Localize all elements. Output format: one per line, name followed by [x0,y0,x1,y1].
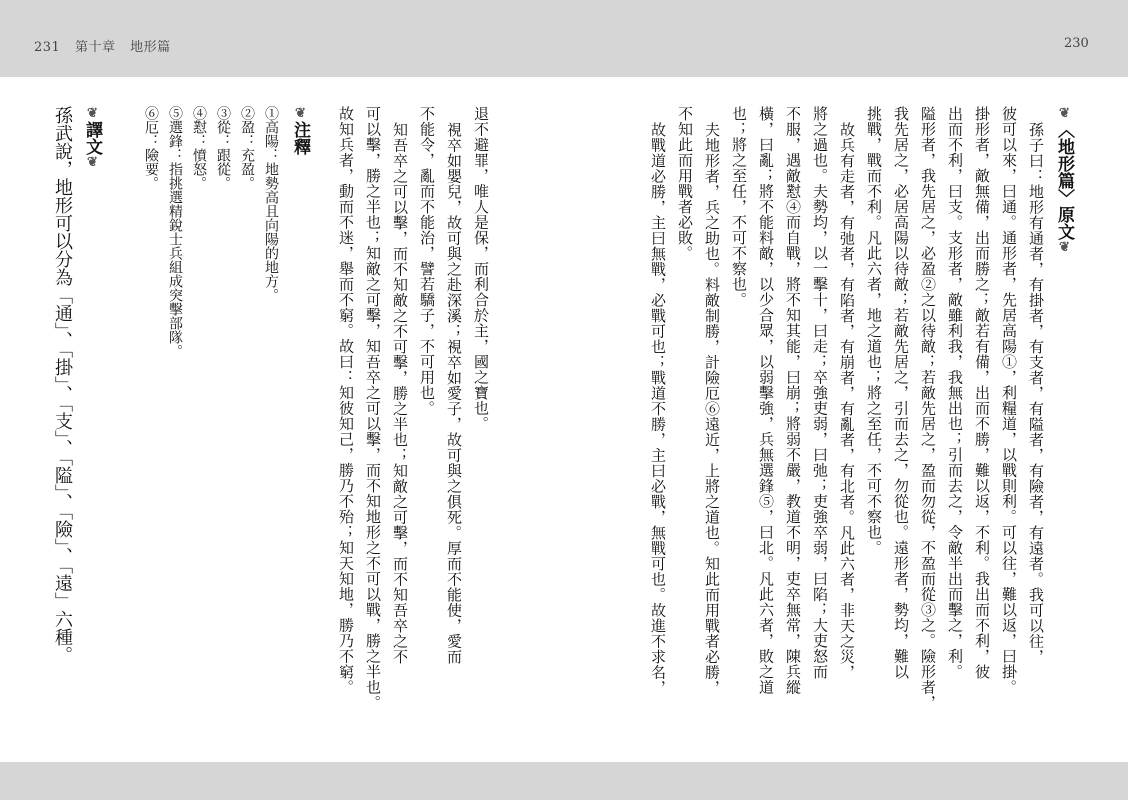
ornament-icon: ❦ [1057,240,1072,255]
original-column: 挑戰，戰而不利。凡此六者，地之道也；將之至任，不可不察也。 [865,106,883,556]
original-column: 我先居之，必居高陽以待敵；若敵先居之，引而去之，勿從也。遠形者，勢均，難以 [892,106,910,680]
chapter-title: 地形篇 [130,40,171,55]
ornament-icon: ❦ [1057,106,1072,121]
translation-heading: ❦譯文❦ [78,106,106,170]
original-column: 橫，曰亂；將不能料敵，以少合眾，以弱擊強，兵無選鋒⑤，曰北。凡此六者，敗之道 [757,106,775,695]
note-item: ③從：跟從。 [215,106,231,190]
original-column: 隘形者，我先居之，必盈②之以待敵；若敵先居之，盈而勿從，不盈而從③之。險形者， [919,106,937,711]
original-column: 退不避罪，唯人是保，而利合於主，國之寶也。 [472,106,490,432]
translation-column: 孫武說，地形可以分為「通」、「掛」、「支」、「隘」、「險」、「遠」六種。 [52,106,73,664]
note-item: ①高陽：地勢高且向陽的地方。 [263,106,279,302]
note-item: ②盈：充盈。 [239,106,255,190]
original-heading: ❦〈地形篇〉原文❦ [1050,106,1078,255]
original-column: 故知兵者，動而不迷，舉而不窮。故曰：知彼知己，勝乃不殆；知天知地，勝乃不窮。 [337,106,355,695]
original-column: 彼可以來，曰通。通形者，先居高陽①，利糧道，以戰則利。可以往，難以返，曰掛。 [1000,106,1018,695]
original-column: 故兵有走者，有弛者，有陷者，有崩者，有亂者，有北者。凡此六者，非天之災， [838,122,856,680]
original-column: 不知此而用戰者必敗。 [676,106,694,261]
original-column: 不服，遇敵懟④而自戰，將不知其能，曰崩；將弱不嚴，教道不明，吏卒無常，陳兵縱 [784,106,802,695]
original-column: 不能令，亂而不能治，譬若驕子，不可用也。 [418,106,436,416]
original-column: 視卒如嬰兒，故可與之赴深溪；視卒如愛子，故可與之俱死。厚而不能使，愛而 [445,122,463,665]
chapter-label: 第十章 [74,40,116,55]
original-column: 孫子曰：地形有通者，有掛者，有支者，有隘者，有險者，有遠者。我可以往， [1027,122,1045,665]
ornament-icon: ❦ [85,106,100,121]
original-column: 夫地形者，兵之助也。料敵制勝，計險厄⑥遠近，上將之道也。知此而用戰者必勝， [703,122,721,696]
original-column: 故戰道必勝，主曰無戰，必戰可也；戰道不勝，主曰必戰，無戰可也。故進不求名， [649,122,667,696]
note-item: ⑥厄：險要。 [143,106,159,190]
original-column: 出而不利，曰支。支形者，敵雖利我，我無出也；引而去之，令敵半出而擊之，利。 [946,106,964,680]
note-item: ④懟：憤怒。 [191,106,207,190]
note-item: ⑤選鋒：指挑選精銳士兵組成突擊部隊。 [167,106,183,358]
right-page [570,98,1110,758]
left-running-header [34,36,181,55]
original-column: 掛形者，敵無備，出而勝之；敵若有備，出而不勝，難以返，不利。我出而不利，彼 [973,106,991,680]
left-page-number: 231 [34,40,61,55]
original-column: 知吾卒之可以擊，而不知敵之不可擊，勝之半也；知敵之可擊，而不知吾卒之不 [391,122,409,665]
original-column: 將之過也。夫勢均，以一擊十，曰走；卒強吏弱，曰弛；吏強卒弱，曰陷；大吏怒而 [811,106,829,680]
right-page-number: 230 [1064,36,1089,51]
notes-heading: ❦注釋 [286,106,314,155]
original-column: 可以擊，勝之半也；知敵之可擊，知吾卒之可以擊，而不知地形之不可以戰，勝之半也。 [364,106,382,711]
left-page [20,98,560,758]
original-column: 也；將之至任，不可不察也。 [730,106,748,308]
ornament-icon: ❦ [293,106,308,121]
page-footer-bar [0,762,1128,800]
ornament-icon: ❦ [85,155,100,170]
